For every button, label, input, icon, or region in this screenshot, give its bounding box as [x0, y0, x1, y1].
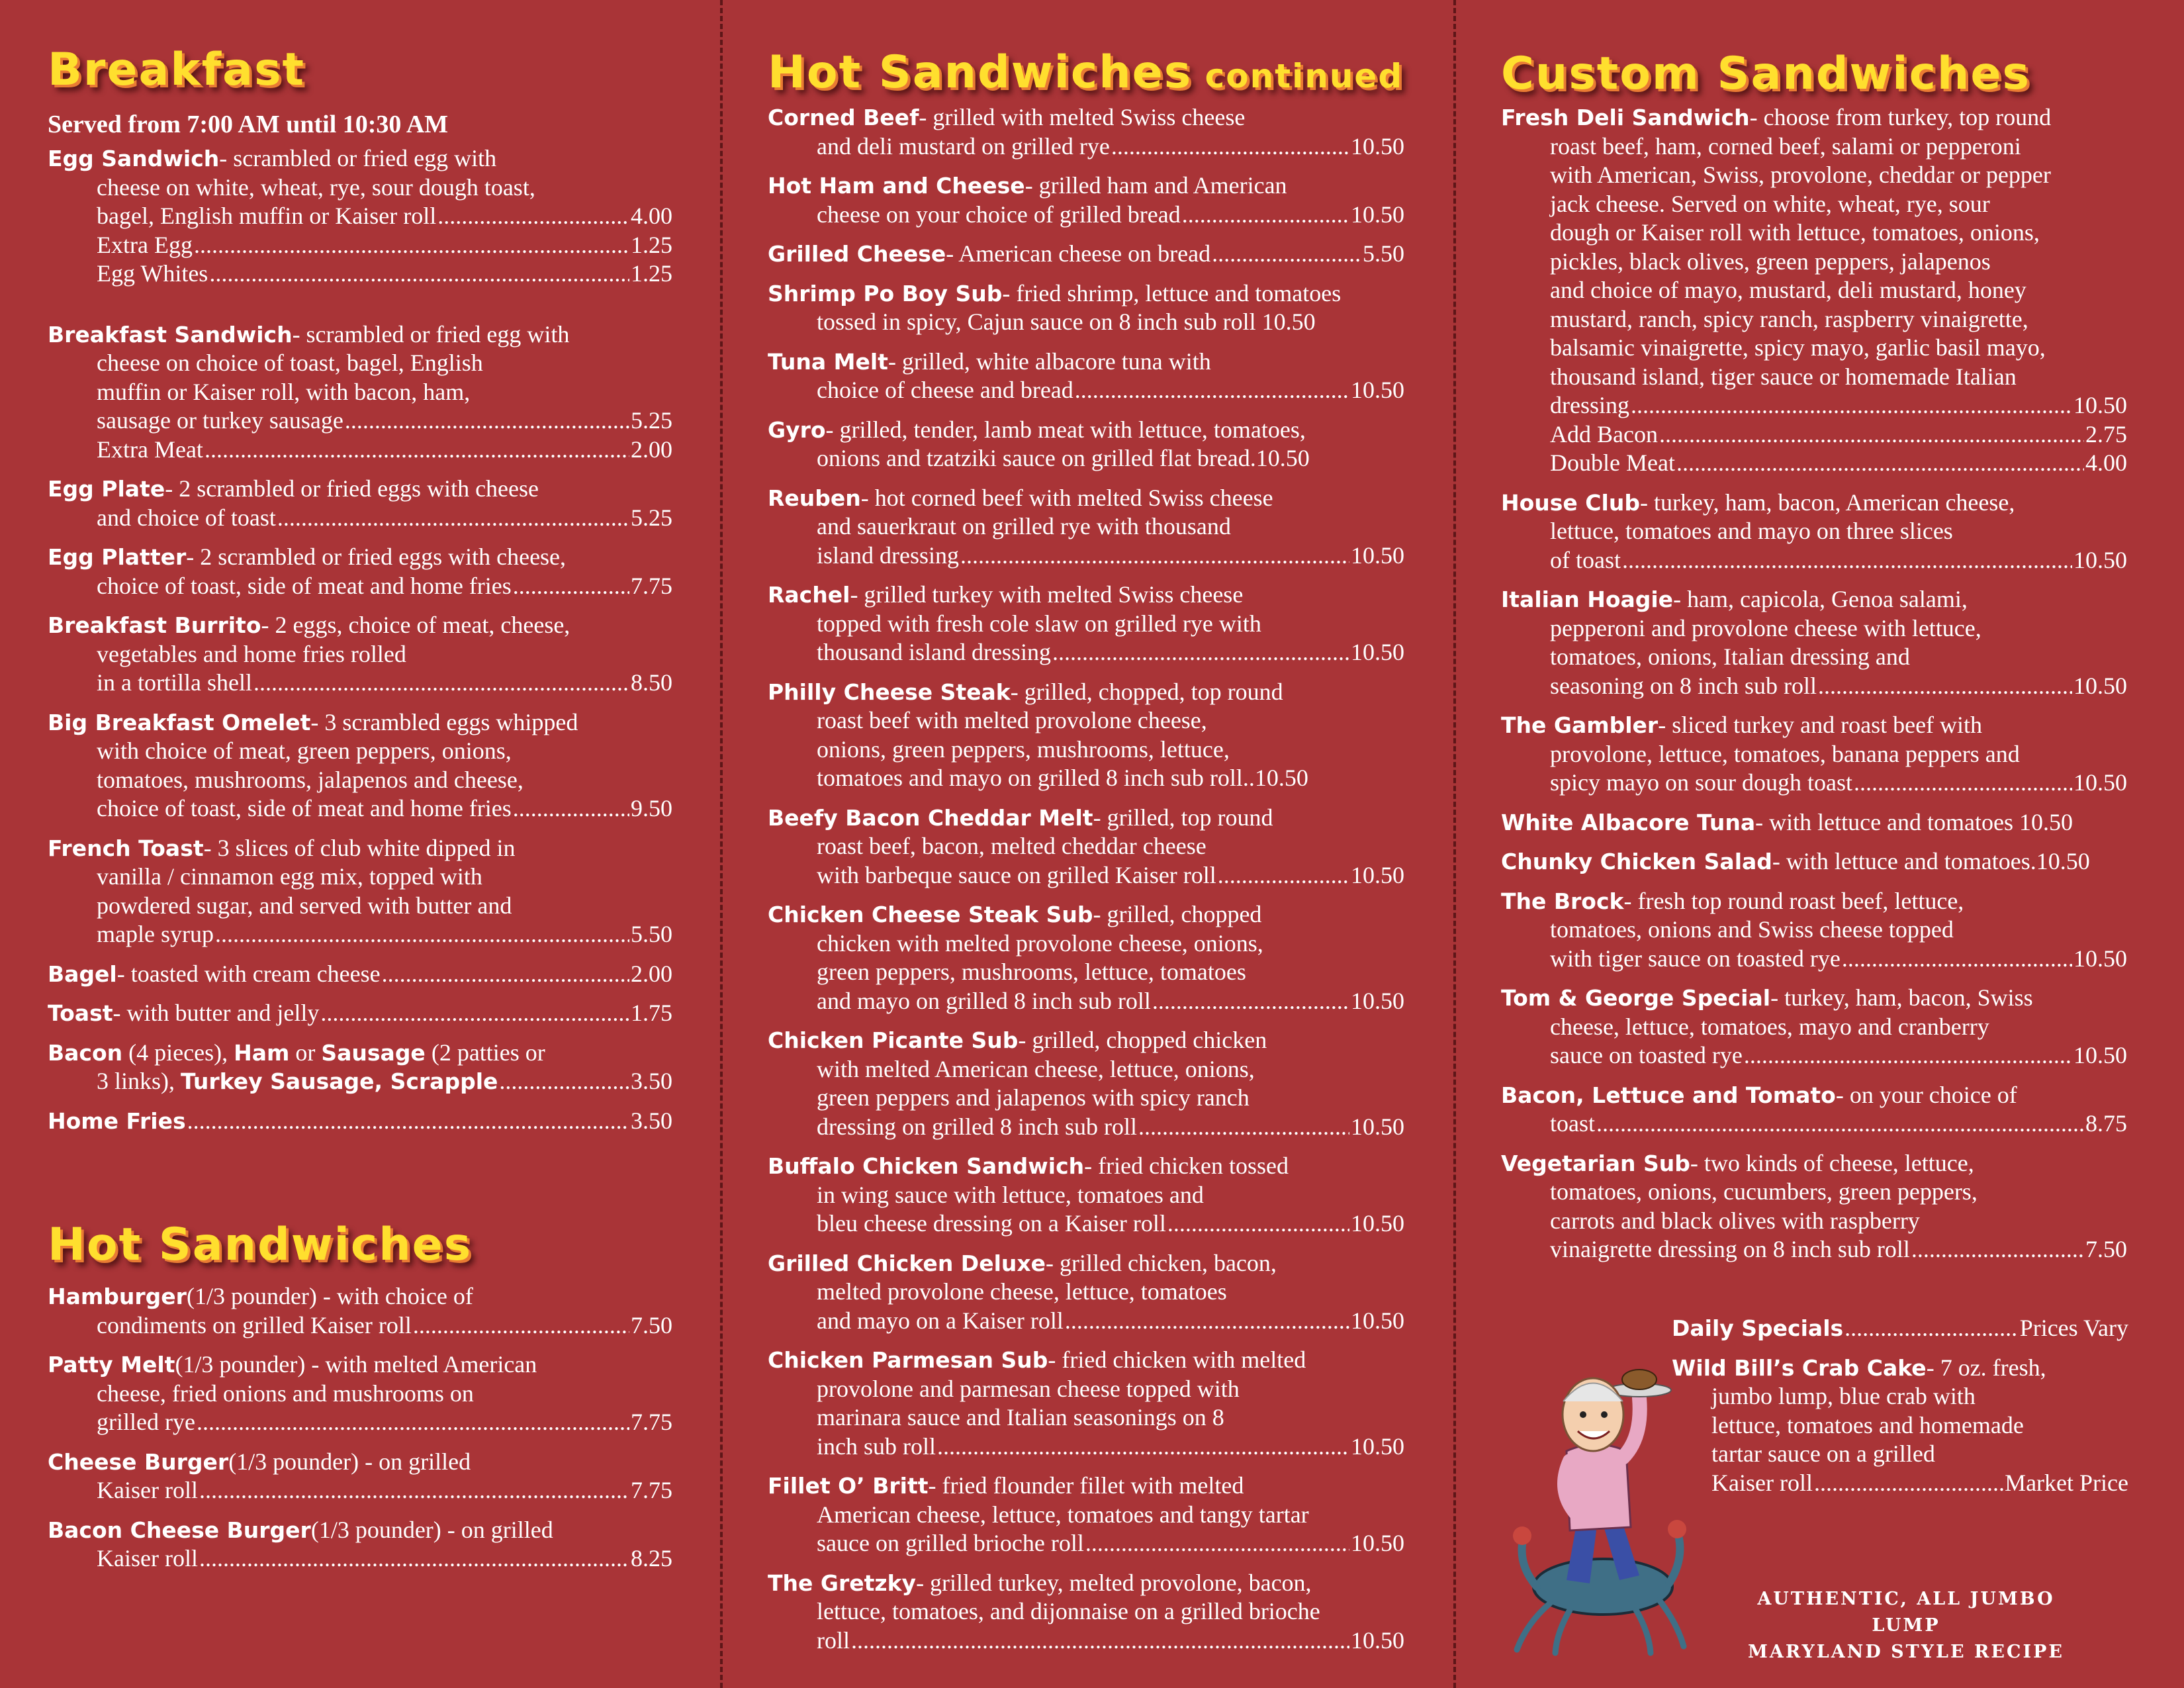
menu-item-bacon-cheese-burger: Bacon Cheese Burger (1/3 pounder) - on grilled Kaiser roll ..... 8.25 — [48, 1516, 672, 1573]
menu-item-chicken-parmesan: Chicken Parmesan Sub - fried chicken with melted provolone and parmesan cheese topped with marinara sauce and Italian seasonings on 8 inch sub roll ..... 10.50 — [768, 1346, 1404, 1461]
item-price: 4.00 — [631, 203, 672, 229]
column-hot-continued — [768, 0, 1404, 1688]
menu-item-blt: Bacon, Lettuce and Tomato - on your choice of toast ..... 8.75 — [1501, 1081, 2127, 1139]
menu-item-vegetarian-sub: Vegetarian Sub - two kinds of cheese, lettuce, tomatoes, onions, cucumbers, green peppers, carrots and black olives with raspberry vinaigrette dressing on 8 inch sub roll ..... 7.50 — [1501, 1149, 2127, 1264]
menu-item-daily-specials: Daily Specials ..... Prices Vary — [1672, 1314, 2128, 1343]
menu-item-italian-hoagie: Italian Hoagie - ham, capicola, Genoa salami, pepperoni and provolone cheese with lettuce, tomatoes, onions, Italian dressing and seasoning on 8 inch sub roll ..... 10.50 — [1501, 585, 2127, 700]
item-name: Egg Sandwich — [48, 146, 220, 171]
menu-item-egg-platter: Egg Platter - 2 scrambled or fried eggs with cheese, choice of toast, side of meat and home fries ..... 7.75 — [48, 543, 672, 600]
menu-item-home-fries: Home Fries ..... 3.50 — [48, 1107, 672, 1136]
menu-item-reuben: Reuben - hot corned beef with melted Swiss cheese and sauerkraut on grilled rye with thousand island dressing ..... 10.50 — [768, 484, 1404, 571]
menu-item-breakfast-sandwich: Breakfast Sandwich - scrambled or fried egg with cheese on choice of toast, bagel, English muffin or Kaiser roll, with bacon, ham, sausage or turkey sausage ..... 5.25 Extra Meat ..... 2.00 — [48, 320, 672, 465]
menu-item-chunky-chicken-salad: Chunky Chicken Salad - with lettuce and tomatoes.10.50 — [1501, 848, 2090, 874]
menu-item-the-brock: The Brock - fresh top round roast beef, lettuce, tomatoes, onions and Swiss cheese topped with tiger sauce on toasted rye ..... 10.50 — [1501, 887, 2127, 974]
menu-item-the-gambler: The Gambler - sliced turkey and roast beef with provolone, lettuce, tomatoes, banana peppers and spicy mayo on sour dough toast ..... 10.50 — [1501, 711, 2127, 798]
breakfast-heading: Breakfast — [48, 44, 306, 96]
breakfast-hours: Served from 7:00 AM until 10:30 AM — [48, 111, 449, 138]
menu-item-egg-sandwich: Egg Sandwich - scrambled or fried egg with cheese on white, wheat, rye, sour dough toast, bagel, English muffin or Kaiser roll ..... 4.00 Extra Egg ..... 1.25 Egg Whites ..... 1.25 — [48, 144, 672, 289]
menu-item-white-albacore-tuna: White Albacore Tuna - with lettuce and tomatoes 10.50 — [1501, 808, 2073, 835]
menu-item-toast: Toast - with butter and jelly ..... 1.75 — [48, 999, 672, 1028]
menu-item-rachel: Rachel - grilled turkey with melted Swiss cheese topped with fresh cole slaw on grilled rye with thousand island dressing ..... 10.50 — [768, 581, 1404, 667]
column-breakfast-hot — [48, 0, 672, 1688]
menu-item-grilled-cheese: Grilled Cheese - American cheese on bread ..... 5.50 — [768, 240, 1404, 269]
menu-item-fresh-deli: Fresh Deli Sandwich - choose from turkey, top round roast beef, ham, corned beef, salami or pepperoni with American, Swiss, provolone, cheddar or pepper jack cheese. Served on white, wheat, rye, sour dough or Kaiser roll with lettuce, tomatoes, onions, pickles, black olives, green peppers, jalapenos and choice of mayo, mustard, deli mustard, honey mustard, ranch, spicy ranch, raspberry vinaigrette, balsamic vinaigrette, spicy mayo, garlic basil mayo, thousand island, tiger sauce or homemade Italian dressing ..... 10.50 Add Bacon ..... 2.75 Double Meat ..... 4.00 — [1501, 103, 2127, 478]
specials-area — [1672, 1314, 2128, 1508]
menu-item-corned-beef: Corned Beef - grilled with melted Swiss cheese and deli mustard on grilled rye ..... 10.50 — [768, 103, 1404, 161]
menu-item-grilled-chicken-deluxe: Grilled Chicken Deluxe - grilled chicken, bacon, melted provolone cheese, lettuce, tomatoes and mayo on a Kaiser roll ..... 10.50 — [768, 1249, 1404, 1336]
menu-item-the-gretzky: The Gretzky - grilled turkey, melted provolone, bacon, lettuce, tomatoes, and dijonnaise on a grilled brioche roll ..... 10.50 — [768, 1569, 1404, 1656]
menu-item-tuna-melt: Tuna Melt - grilled, white albacore tuna with choice of cheese and bread ..... 10.50 — [768, 348, 1404, 405]
menu-item-tom-george-special: Tom & George Special - turkey, ham, bacon, Swiss cheese, lettuce, tomatoes, mayo and cranberry sauce on toasted rye ..... 10.50 — [1501, 984, 2127, 1070]
menu-item-shrimp-po-boy: Shrimp Po Boy Sub - fried shrimp, lettuce and tomatoes tossed in spicy, Cajun sauce on 8 inch sub roll 10.50 — [768, 279, 1342, 335]
column-divider-right — [1453, 0, 1456, 1688]
menu-item-hamburger: Hamburger (1/3 pounder) - with choice of condiments on grilled Kaiser roll ..... 7.50 — [48, 1282, 672, 1340]
menu-item-crab-cake: Wild Bill’s Crab Cake - 7 oz. fresh, jumbo lump, blue crab with lettuce, tomatoes and homemade tartar sauce on a grilled Kaiser roll ..... Market Price — [1672, 1354, 2128, 1498]
crab-cake-recipe-note: AUTHENTIC, ALL JUMBO LUMP MARYLAND STYLE RECIPE — [1748, 1589, 2064, 1662]
menu-item-egg-plate: Egg Plate - 2 scrambled or fried eggs with cheese and choice of toast ..... 5.25 — [48, 475, 672, 532]
menu-item-house-club: House Club - turkey, ham, bacon, American cheese, lettuce, tomatoes and mayo on three slices of toast ..... 10.50 — [1501, 489, 2127, 575]
menu-item-chicken-cheese-steak: Chicken Cheese Steak Sub - grilled, chopped chicken with melted provolone cheese, onions, green peppers, mushrooms, lettuce, tomatoes and mayo on grilled 8 inch sub roll ..... 10.50 — [768, 900, 1404, 1015]
menu-item-cheese-burger: Cheese Burger (1/3 pounder) - on grilled Kaiser roll ..... 7.75 — [48, 1448, 672, 1505]
hot-continued-heading: Hot Sandwiches continued — [768, 46, 1404, 99]
extra-egg-line: Extra Egg ..... 1.25 — [48, 231, 672, 260]
wild-bill-caricature — [1504, 1325, 1689, 1656]
custom-sandwiches-heading: Custom Sandwiches — [1501, 48, 2030, 100]
egg-whites-line: Egg Whites ..... 1.25 — [48, 259, 672, 289]
menu-item-breakfast-burrito: Breakfast Burrito - 2 eggs, choice of meat, cheese, vegetables and home fries rolled in a tortilla shell ..... 8.50 — [48, 611, 672, 698]
menu-item-hot-ham-cheese: Hot Ham and Cheese - grilled ham and American cheese on your choice of grilled bread ..... 10.50 — [768, 171, 1404, 229]
blue-crab-icon — [1513, 1520, 1686, 1653]
menu-item-beefy-bacon-cheddar: Beefy Bacon Cheddar Melt - grilled, top round roast beef, bacon, melted cheddar cheese with barbeque sauce on grilled Kaiser roll ..... 10.50 — [768, 804, 1404, 890]
menu-item-buffalo-chicken: Buffalo Chicken Sandwich - fried chicken tossed in wing sauce with lettuce, tomatoes and bleu cheese dressing on a Kaiser roll ..... 10.50 — [768, 1152, 1404, 1239]
menu-item-gyro: Gyro - grilled, tender, lamb meat with lettuce, tomatoes, onions and tzatziki sauce on grilled flat bread.10.50 — [768, 416, 1310, 471]
menu-item-french-toast: French Toast - 3 slices of club white dipped in vanilla / cinnamon egg mix, topped with powdered sugar, and served with butter and maple syrup ..... 5.50 — [48, 834, 672, 949]
menu-item-big-breakfast-omelet: Big Breakfast Omelet - 3 scrambled eggs whipped with choice of meat, green peppers, onions, tomatoes, mushrooms, jalapenos and cheese, choice of toast, side of meat and home fries ..... 9.50 — [48, 708, 672, 823]
menu-item-bagel: Bagel - toasted with cream cheese ..... 2.00 — [48, 960, 672, 989]
menu-item-philly-cheese-steak: Philly Cheese Steak - grilled, chopped, top round roast beef with melted provolone cheese, onions, green peppers, mushrooms, lettuce, tomatoes and mayo on grilled 8 inch sub roll..10.50 — [768, 678, 1308, 791]
menu-item-patty-melt: Patty Melt (1/3 pounder) - with melted American cheese, fried onions and mushrooms on grilled rye ..... 7.75 — [48, 1350, 672, 1437]
menu-item-breakfast-meats: Bacon (4 pieces), Ham or Sausage (2 patties or 3 links), Turkey Sausage, Scrapple ..... 3.50 — [48, 1039, 672, 1096]
menu-item-chicken-picante: Chicken Picante Sub - grilled, chopped chicken with melted American cheese, lettuce, onions, green peppers and jalapenos with spicy ranch dressing on grilled 8 inch sub roll ..... 10.50 — [768, 1026, 1404, 1141]
hot-sandwiches-heading: Hot Sandwiches — [48, 1219, 473, 1271]
column-divider-left — [720, 0, 723, 1688]
menu-item-fillet-o-britt: Fillet O’ Britt - fried flounder fillet with melted American cheese, lettuce, tomatoes and tangy tartar sauce on grilled brioche roll ..... 10.50 — [768, 1472, 1404, 1558]
